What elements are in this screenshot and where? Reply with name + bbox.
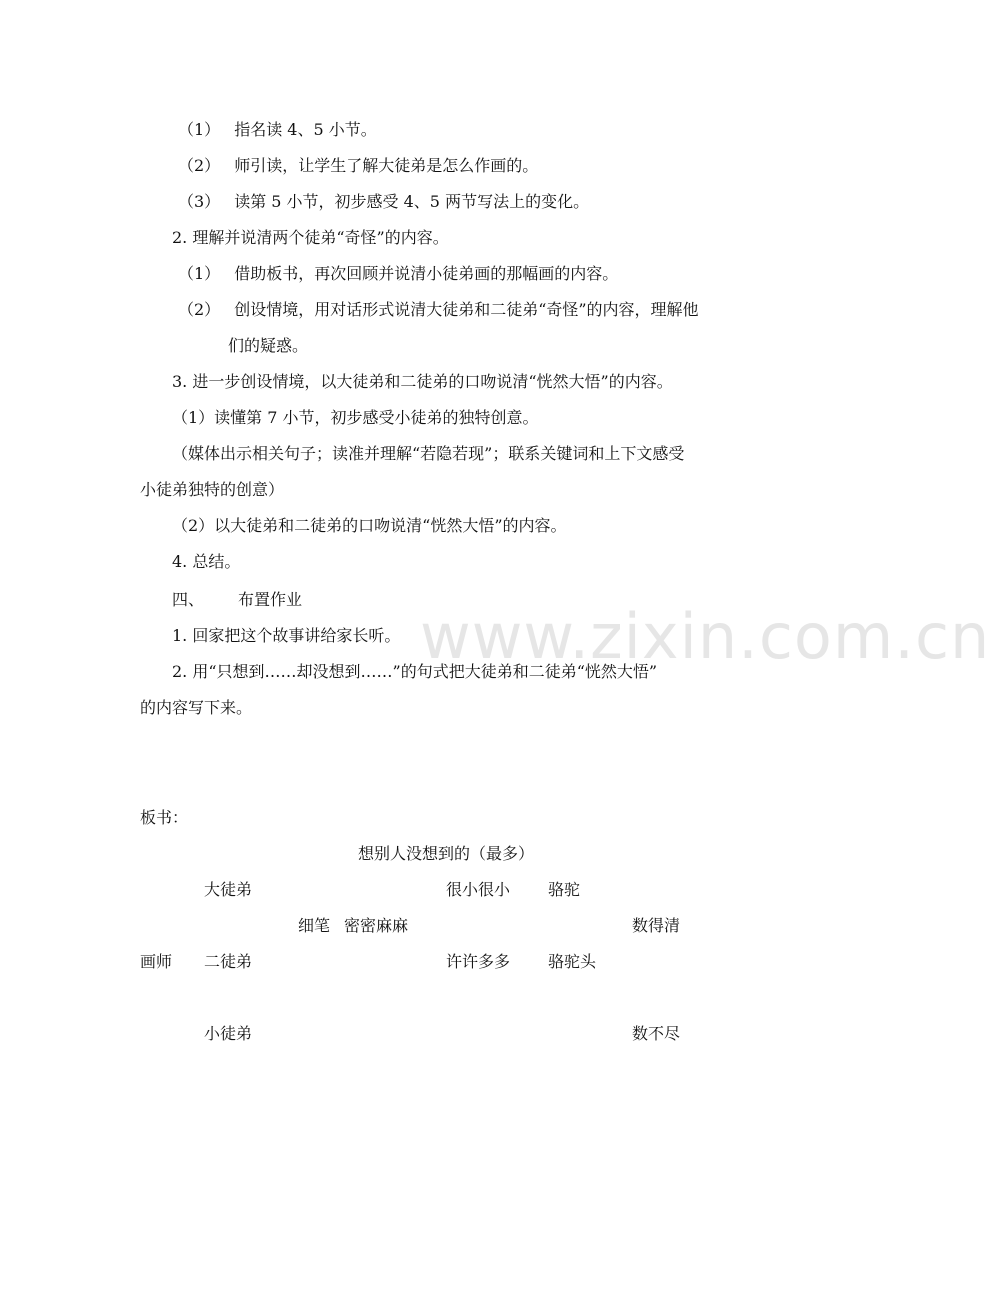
board-camel: 骆驼: [548, 880, 581, 899]
media-note: （媒体出示相关句子；读准并理解“若隐若现”；联系关键词和上下文感受: [172, 444, 685, 463]
homework-2: 2. 用“只想到……却没想到……”的句式把大徒弟和二徒弟“恍然大悟”: [172, 662, 658, 681]
part-number: 四、: [172, 590, 205, 609]
line-number: （2）: [178, 156, 221, 175]
line-number: （2）: [178, 300, 221, 319]
line-text: 借助板书，再次回顾并说清小徒弟画的那幅画的内容。: [234, 264, 619, 283]
board-brush: 细笔: [298, 916, 331, 935]
board-apprentice-3: 小徒弟: [204, 1024, 253, 1043]
line-text: 指名读 4、5 小节。: [234, 120, 377, 139]
line-number: （3）: [178, 192, 221, 211]
line-step-3: [178, 192, 589, 212]
board-label: 板书：: [140, 808, 189, 827]
part-4-heading: [172, 590, 302, 610]
line-step-7: （2）以大徒弟和二徒弟的口吻说清“恍然大悟”的内容。: [172, 516, 567, 535]
homework-2-continued: 的内容写下来。: [140, 698, 253, 717]
line-text: 读第 5 小节，初步感受 4、5 两节写法上的变化。: [234, 192, 590, 211]
line-step-5-continued: 们的疑惑。: [228, 336, 309, 355]
watermark: www.zixin.com.cn: [420, 600, 990, 673]
media-note-continued: 小徒弟独特的创意）: [140, 480, 285, 499]
board-tiny: 很小很小: [446, 880, 511, 899]
line-step-6: （1）读懂第 7 小节，初步感受小徒弟的独特创意。: [172, 408, 539, 427]
part-title: 布置作业: [238, 590, 303, 609]
board-title: 想别人没想到的（最多）: [358, 844, 535, 863]
line-number: （1）: [178, 264, 221, 283]
section-3-heading: 3. 进一步创设情境，以大徒弟和二徒弟的口吻说清“恍然大悟”的内容。: [172, 372, 673, 391]
board-camel-head: 骆驼头: [548, 952, 597, 971]
line-step-1: [178, 120, 377, 140]
board-countable: 数得清: [632, 916, 681, 935]
line-text: 师引读，让学生了解大徒弟是怎么作画的。: [234, 156, 539, 175]
board-many: 许许多多: [446, 952, 511, 971]
line-number: （1）: [178, 120, 221, 139]
board-apprentice-2: 二徒弟: [204, 952, 253, 971]
board-painter: 画师: [140, 952, 173, 971]
line-text: 创设情境，用对话形式说清大徒弟和二徒弟“奇怪”的内容，理解他: [234, 300, 699, 319]
line-step-4: [178, 264, 618, 284]
line-step-5: [178, 300, 699, 320]
board-countless: 数不尽: [632, 1024, 681, 1043]
homework-1: 1. 回家把这个故事讲给家长听。: [172, 626, 401, 645]
board-apprentice-1: 大徒弟: [204, 880, 253, 899]
board-dense: 密密麻麻: [344, 916, 409, 935]
section-4-heading: 4. 总结。: [172, 552, 241, 571]
line-step-2: [178, 156, 538, 176]
section-2-heading: 2. 理解并说清两个徒弟“奇怪”的内容。: [172, 228, 449, 247]
